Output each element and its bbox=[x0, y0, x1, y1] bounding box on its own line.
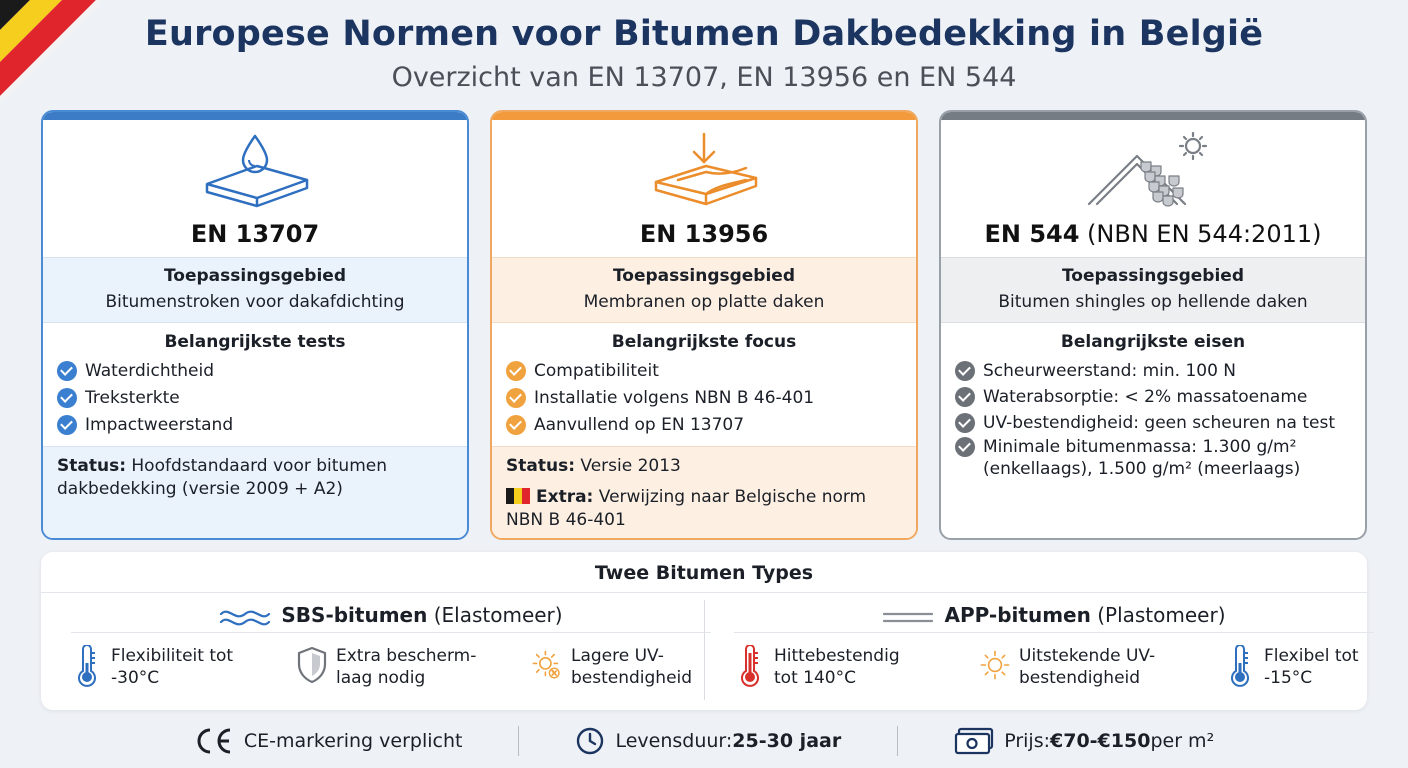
status-section bbox=[43, 446, 467, 538]
scope-label: Toepassingsgebied bbox=[163, 266, 347, 286]
card-accent-bar bbox=[43, 112, 467, 120]
status-section bbox=[492, 446, 916, 538]
standard-title: EN 13956 bbox=[639, 220, 769, 248]
focus-label: Belangrijkste focus bbox=[611, 332, 797, 352]
list-item: Compatibiliteit bbox=[506, 358, 916, 385]
card-en13956 bbox=[490, 110, 918, 540]
app-column bbox=[734, 596, 1374, 706]
shingle-roof-icon bbox=[1083, 132, 1223, 214]
list-item: Waterabsorptie: < 2% massatoename bbox=[955, 384, 1365, 410]
thermometer-hot-icon bbox=[739, 645, 761, 687]
scope-label: Toepassingsgebied bbox=[612, 266, 796, 286]
status-text: Hoofdstandaard voor bitumen dakbedekking (versie 2009 + A2) bbox=[57, 456, 387, 499]
money-icon bbox=[954, 727, 994, 755]
status-label: Status: bbox=[506, 456, 575, 476]
focus-section bbox=[492, 324, 916, 446]
list-item: Aanvullend op EN 13707 bbox=[506, 412, 916, 439]
thermometer-cold-icon bbox=[76, 645, 98, 687]
types-title: Twee Bitumen Types bbox=[594, 562, 814, 584]
sun-warning-icon bbox=[531, 645, 563, 685]
belgian-flag-icon bbox=[506, 488, 530, 504]
scope-text: Bitumen shingles op hellende daken bbox=[998, 292, 1308, 312]
water-drop-layer-icon bbox=[195, 132, 315, 212]
tests-section bbox=[43, 324, 467, 446]
card-accent-bar bbox=[941, 112, 1365, 120]
ce-mark-icon bbox=[194, 727, 234, 755]
flat-lines-icon bbox=[882, 606, 934, 628]
list-item: UV-bestendigheid: geen scheuren na test bbox=[955, 410, 1365, 436]
extra-label: Extra: bbox=[536, 487, 594, 507]
list-item: Installatie volgens NBN B 46-401 bbox=[506, 385, 916, 412]
list-item: Impactweerstand bbox=[57, 412, 467, 439]
check-icon bbox=[955, 437, 975, 457]
app-heading: APP-bitumen (Plastomeer) bbox=[734, 596, 1374, 632]
check-icon bbox=[57, 361, 77, 381]
lifespan: Levensduur: 25-30 jaar bbox=[575, 726, 841, 756]
list-item: Minimale bitumenmassa: 1.300 g/m² (enkellaags), 1.500 g/m² (meerlaags) bbox=[955, 436, 1365, 480]
standard-title: EN 544 (NBN EN 544:2011) bbox=[984, 220, 1322, 248]
footer-bar bbox=[0, 722, 1408, 760]
clock-icon bbox=[575, 726, 605, 756]
status-text: Versie 2013 bbox=[575, 456, 681, 476]
page-subtitle: Overzicht van EN 13707, EN 13956 en EN 544 bbox=[391, 62, 1017, 93]
list-item: Treksterkte bbox=[57, 385, 467, 412]
list-item: Scheurweerstand: min. 100 N bbox=[955, 358, 1365, 384]
check-icon bbox=[955, 361, 975, 381]
card-en13707 bbox=[41, 110, 469, 540]
sbs-heading: SBS-bitumen (Elastomeer) bbox=[71, 596, 711, 632]
requirements-section bbox=[941, 324, 1365, 504]
price: Prijs: €70-€150 per m² bbox=[954, 727, 1214, 755]
property-item: Lagere UV-bestendigheid bbox=[531, 645, 711, 689]
property-item: Flexibel tot -15°C bbox=[1224, 645, 1374, 689]
sbs-column bbox=[71, 596, 711, 706]
bitumen-types-panel bbox=[41, 552, 1367, 710]
check-icon bbox=[955, 387, 975, 407]
requirements-label: Belangrijkste eisen bbox=[1060, 332, 1246, 352]
ce-marking: CE-markering verplicht bbox=[194, 727, 463, 755]
standard-title: EN 13707 bbox=[190, 220, 320, 248]
property-item: Flexibiliteit tot -30°C bbox=[71, 645, 261, 689]
list-item: Waterdichtheid bbox=[57, 358, 467, 385]
check-icon bbox=[506, 361, 526, 381]
check-icon bbox=[57, 388, 77, 408]
status-label: Status: bbox=[57, 456, 126, 476]
check-icon bbox=[955, 413, 975, 433]
extra-text: Verwijzing naar Belgische norm NBN B 46-401 bbox=[506, 487, 867, 530]
property-item: Hittebestendig tot 140°C bbox=[734, 645, 934, 689]
sun-icon bbox=[979, 645, 1011, 685]
property-item: Uitstekende UV-bestendigheid bbox=[979, 645, 1179, 689]
page-title: Europese Normen voor Bitumen Dakbedekking in België bbox=[144, 14, 1264, 54]
shield-icon bbox=[296, 645, 328, 685]
check-icon bbox=[506, 388, 526, 408]
scope-section bbox=[43, 257, 467, 323]
card-en544 bbox=[939, 110, 1367, 540]
scope-text: Membranen op platte daken bbox=[583, 292, 825, 312]
tests-label: Belangrijkste tests bbox=[164, 332, 346, 352]
property-item: Extra bescherm-laag nodig bbox=[296, 645, 496, 689]
card-accent-bar bbox=[492, 112, 916, 120]
scope-section bbox=[941, 257, 1365, 323]
check-icon bbox=[57, 415, 77, 435]
scope-label: Toepassingsgebied bbox=[1061, 266, 1245, 286]
wave-icon bbox=[219, 606, 271, 628]
scope-text: Bitumenstroken voor dakafdichting bbox=[105, 292, 405, 312]
membrane-install-icon bbox=[644, 132, 764, 212]
thermometer-cold-icon bbox=[1229, 645, 1251, 687]
check-icon bbox=[506, 415, 526, 435]
scope-section bbox=[492, 257, 916, 323]
